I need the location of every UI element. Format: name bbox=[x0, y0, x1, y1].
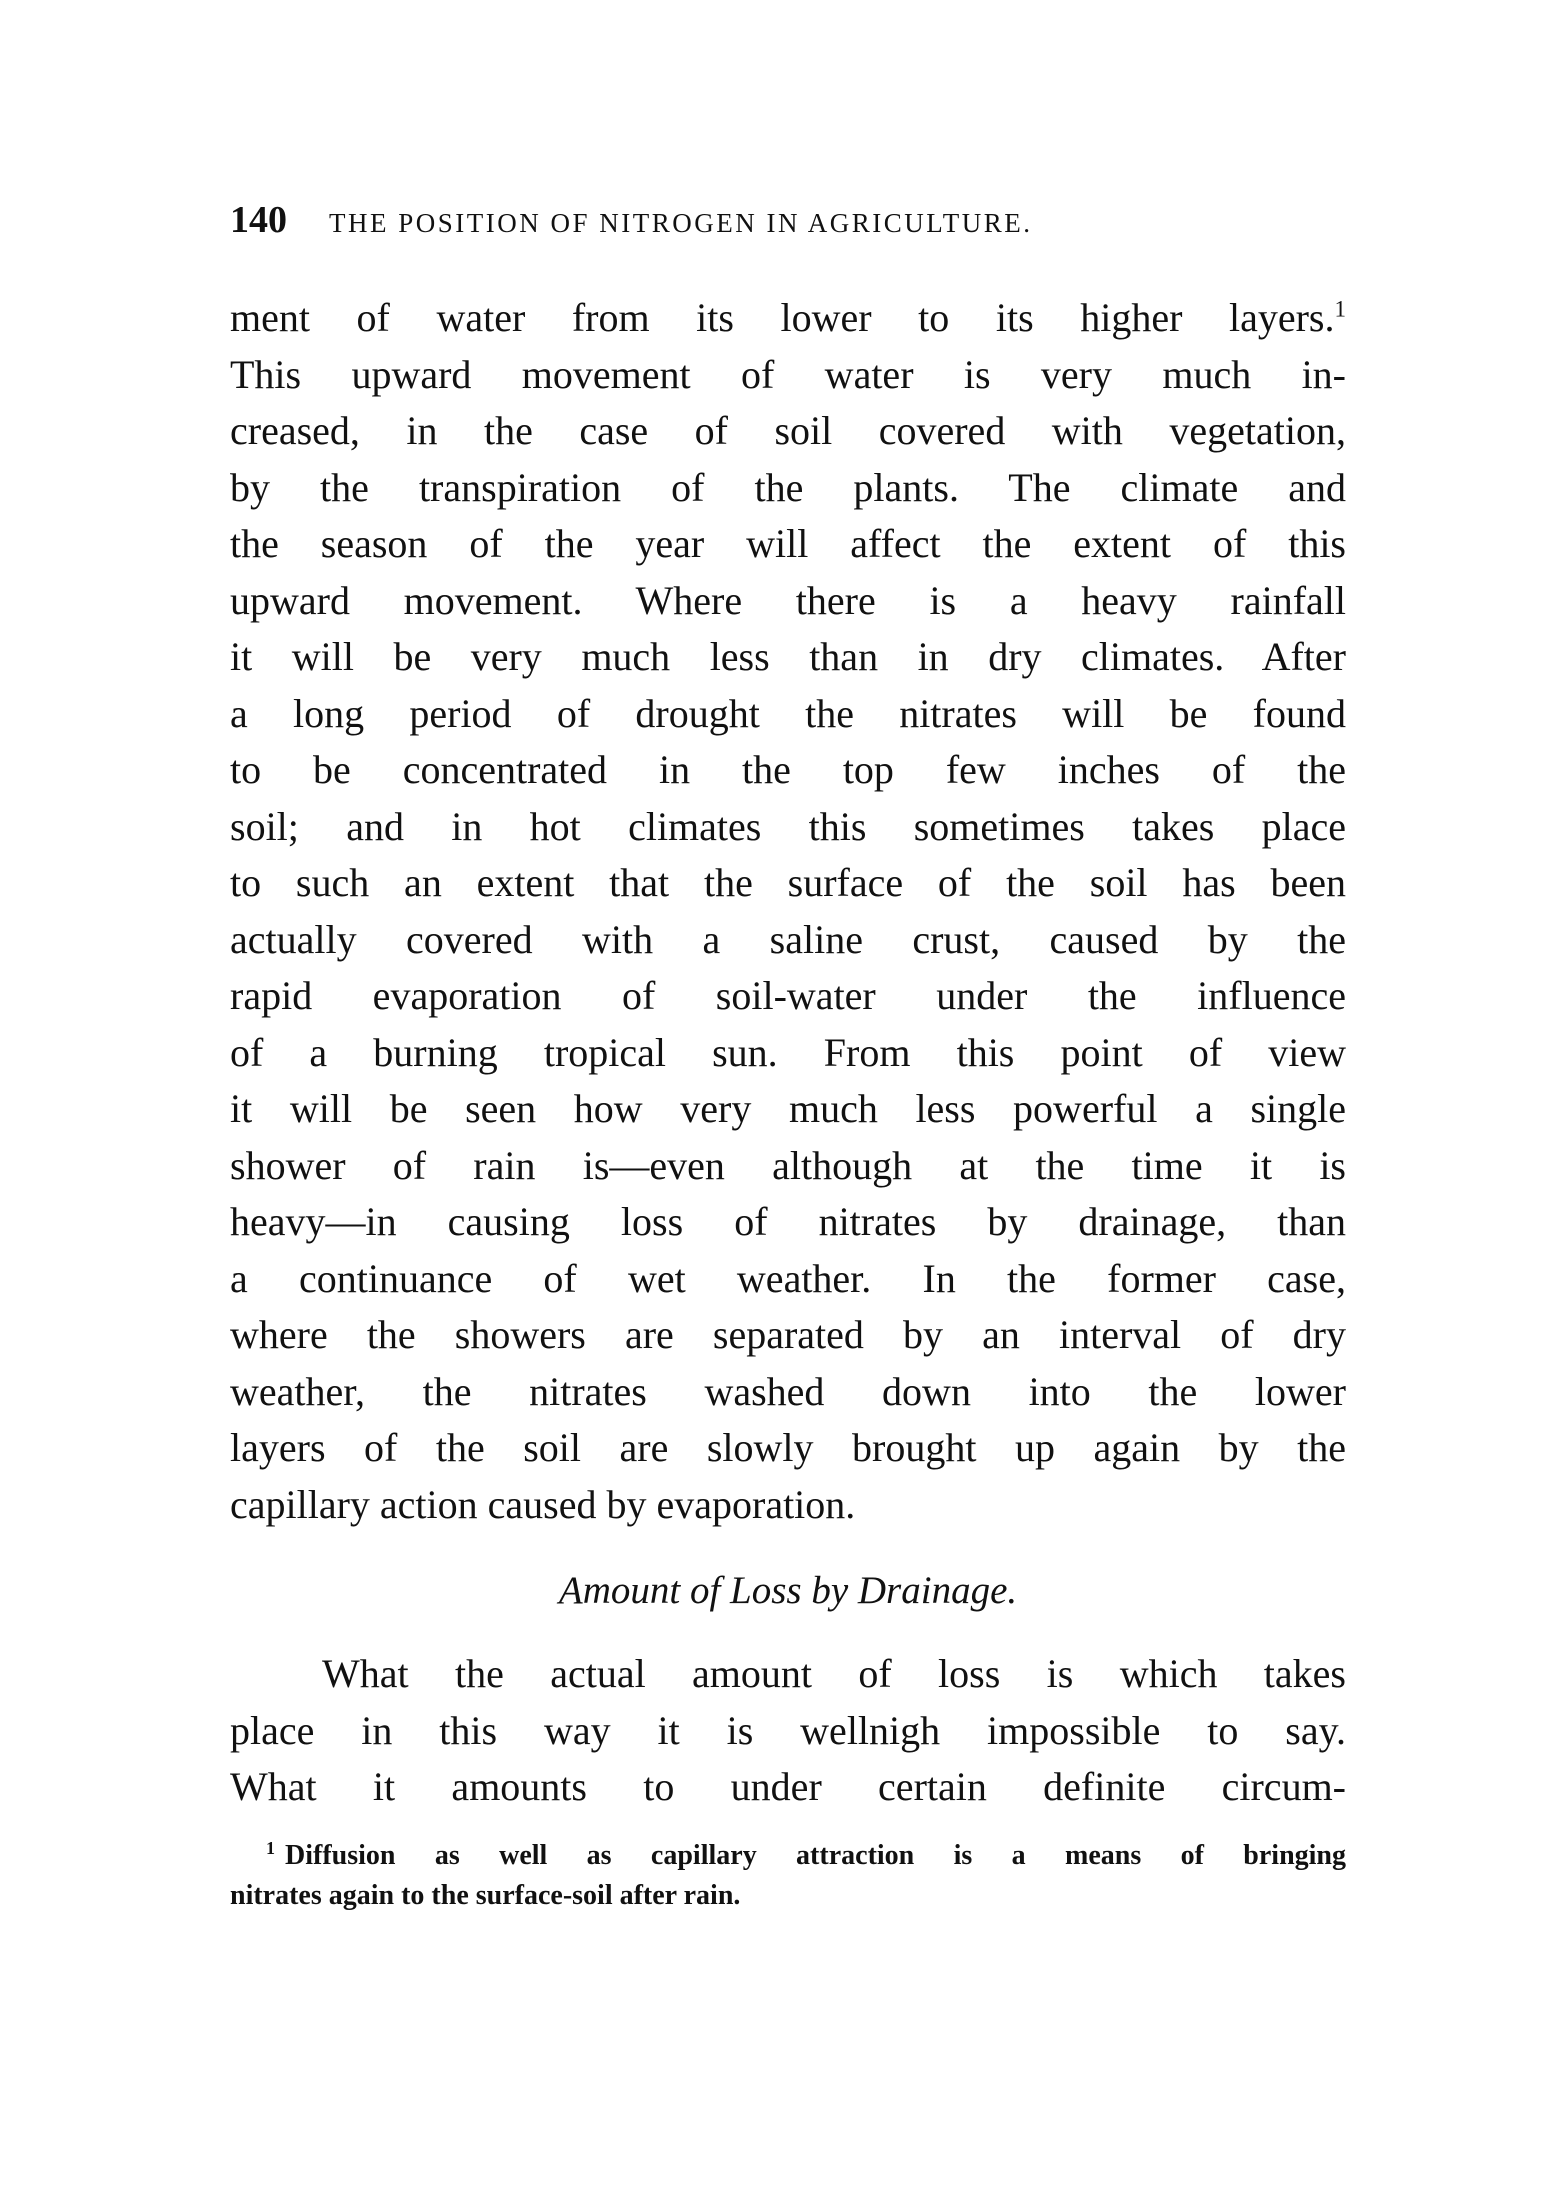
text-line: soil; and in hot climates this sometimes takes place bbox=[230, 803, 1346, 849]
text-line: layers of the soil are slowly brought up again by the bbox=[230, 1425, 1346, 1470]
text-line: the season of the year will affect the extent of this bbox=[230, 521, 1346, 566]
text-line: it will be very much less than in dry climates. After bbox=[230, 634, 1346, 679]
footnote-reference: 1 bbox=[1334, 296, 1346, 322]
text-line: This upward movement of water is very much in- bbox=[230, 351, 1346, 397]
text-line: rapid evaporation of soil-water under the influence bbox=[230, 973, 1346, 1018]
text-line: a long period of drought the nitrates will be found bbox=[230, 690, 1346, 736]
paragraph-1 bbox=[230, 290, 1346, 1533]
text-line: where the showers are separated by an interval of dry bbox=[230, 1312, 1346, 1357]
section-heading: Amount of Loss by Drainage. bbox=[558, 1569, 1018, 1612]
text-line: to such an extent that the surface of the soil has been bbox=[230, 860, 1346, 905]
text-line: upward movement. Where there is a heavy rainfall bbox=[230, 577, 1346, 623]
text-line: a continuance of wet weather. In the former case, bbox=[230, 1255, 1346, 1301]
text-line: capillary action caused by evaporation. bbox=[230, 1481, 856, 1527]
footnote-marker: 1 bbox=[266, 1837, 275, 1858]
text-line: heavy—in causing loss of nitrates by drainage, than bbox=[230, 1199, 1346, 1244]
text-line: it will be seen how very much less powerful a single bbox=[230, 1086, 1346, 1131]
running-head: THE POSITION OF NITROGEN IN AGRICULTURE. bbox=[329, 208, 1033, 238]
footnote-line: $^1$ Diffusion as well as capillary attraction is a means of bringing bbox=[266, 1837, 1346, 1871]
footnote-line: nitrates again to the surface-soil after rain. bbox=[230, 1880, 741, 1911]
page-header bbox=[230, 198, 1320, 242]
footnote bbox=[230, 1836, 1346, 1916]
paragraph-2 bbox=[230, 1646, 1346, 1816]
text-line: What the actual amount of loss is which takes bbox=[322, 1651, 1346, 1696]
page-number: 140 bbox=[230, 199, 287, 241]
text-line: weather, the nitrates washed down into the lower bbox=[230, 1368, 1346, 1414]
text-line: ment of water from its lower to its higher layers.$^1$ bbox=[230, 295, 1346, 340]
text-line: actually covered with a saline crust, caused by the bbox=[230, 916, 1346, 962]
text-line: shower of rain is—even although at the time it is bbox=[230, 1142, 1346, 1188]
text-line: What it amounts to under certain definite circum- bbox=[230, 1764, 1346, 1809]
text-line: creased, in the case of soil covered with vegetation, bbox=[230, 408, 1346, 453]
text-line: of a burning tropical sun. From this point of view bbox=[230, 1029, 1346, 1075]
text-line: to be concentrated in the top few inches of the bbox=[230, 747, 1346, 792]
text-line: by the transpiration of the plants. The climate and bbox=[230, 464, 1346, 510]
text-line: place in this way it is wellnigh impossible to say. bbox=[230, 1707, 1346, 1753]
